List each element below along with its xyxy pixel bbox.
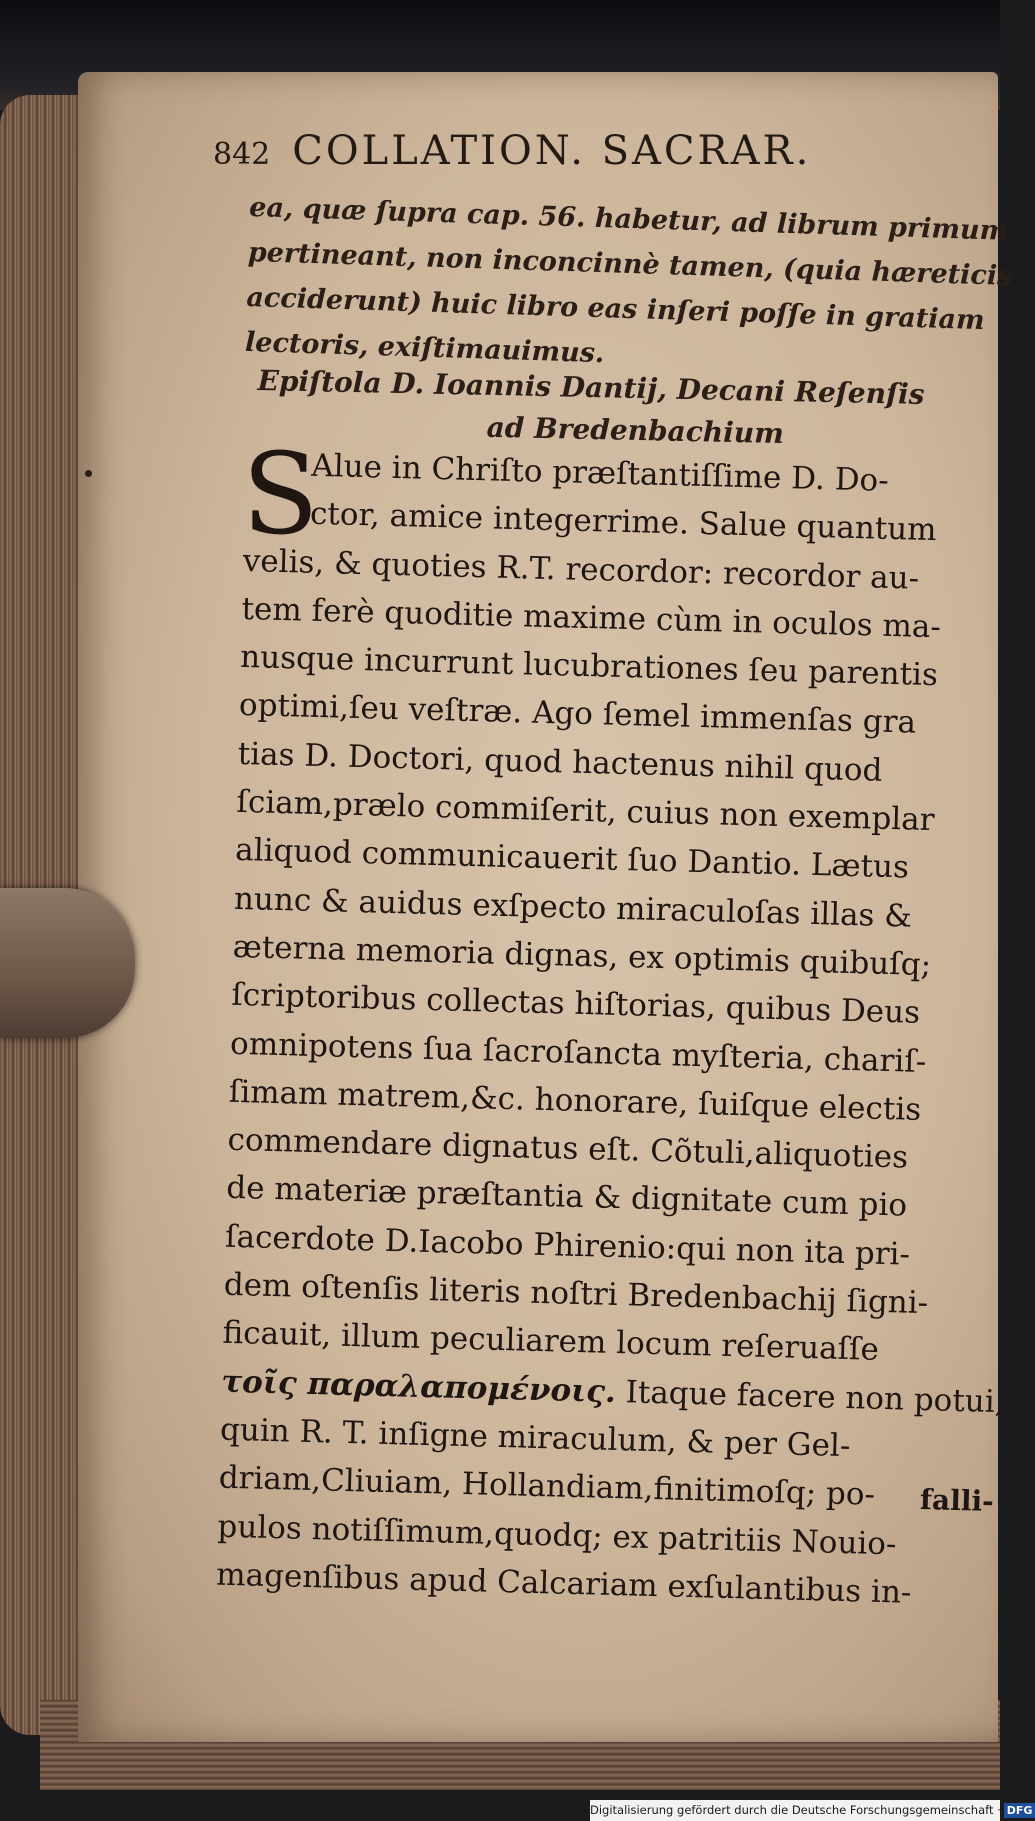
body-line: aliquod communicauerit ſuo Dantio. Lætus	[234, 832, 910, 886]
running-header	[213, 128, 983, 174]
body-line: ficauit, illum peculiarem locum reſeruaſſe	[222, 1315, 880, 1369]
body-line: ctor, amice integerrime. Salue quantum	[309, 496, 938, 549]
epistle-heading-line2: ad Bredenbachium	[486, 410, 785, 451]
footer-strip	[0, 1800, 590, 1821]
intro-line: lectoris, exiſtimauimus.	[244, 326, 605, 370]
margin-mark	[85, 470, 92, 477]
body-line: tias D. Doctori, quod hactenus nihil quod	[237, 735, 883, 789]
body-line: de materiæ præſtantia & dignitate cum pio	[225, 1170, 908, 1225]
body-line: nunc & auidus exſpecto miraculoſas illas &	[233, 880, 913, 935]
greek-phrase: τοῖς παραλαπομένοις.	[220, 1363, 617, 1410]
body-line: pulos notiſſimum,quodq; ex patritiis Nouio-	[217, 1508, 897, 1562]
book-clasp	[0, 888, 135, 1038]
body-line: commendare dignatus eſt. Cõtuli,aliquoties	[227, 1121, 909, 1176]
body-line: optimi,ſeu veſtræ. Ago ſemel immenſas gra	[238, 687, 917, 742]
body-line: magenſibus apud Calcariam exſulantibus in-	[215, 1556, 912, 1611]
body-line: quin R. T. inſigne miraculum, & per Gel-	[219, 1411, 851, 1465]
body-line: driam,Cliuiam, Hollandiam,finitimoſq; po-	[218, 1459, 876, 1514]
dfg-logo: DFG	[1004, 1803, 1035, 1818]
catchword: falli-	[919, 1483, 995, 1518]
drop-cap: S	[242, 430, 319, 560]
footer-text: Digitalisierung gefördert durch die Deutsche Forschungsgemeinschaft ·	[590, 1803, 1001, 1817]
body-line: nusque incurrunt lucubrationes ſeu parentis	[239, 639, 939, 694]
intro-paragraph	[244, 185, 1013, 388]
page-number: 842	[213, 137, 271, 172]
body-line: æterna memoria dignas, ex optimis quibuſq;	[232, 928, 932, 984]
body-line: ſacerdote D.Iacobo Phirenio:qui non ita pri-	[224, 1218, 911, 1273]
digitization-footer	[590, 1800, 1033, 1821]
body-line: tem ferè quoditie maxime cùm in oculos ma-	[241, 590, 942, 646]
intro-line: pertineant, non inconcinnè tamen, (quia hæreticis	[247, 236, 1013, 292]
body-line: dem oſtenſis literis noſtri Bredenbachij ſigni-	[223, 1266, 929, 1322]
body-line: ſcriptoribus collectas hiſtorias, quibus Deus	[230, 977, 921, 1032]
body-line: ſciam,prælo commiſerit, cuius non exemplar	[236, 783, 935, 839]
body-line: ſimam matrem,&c. honorare, ſuiſque electis	[228, 1073, 922, 1128]
body-line: velis, & quoties R.T. recordor: recordor au-	[242, 542, 920, 597]
intro-line: acciderunt) huic libro eas inſeri poſſe in gratiam	[245, 281, 986, 337]
intro-line: ea, quæ ſupra cap. 56. habetur, ad librum primum	[248, 191, 1009, 247]
greek-line-rest: Itaque facere non potui,	[615, 1373, 1006, 1420]
running-title: COLLATION. SACRAR.	[292, 128, 812, 174]
body-line: Alue in Chriſto præſtantiſſime D. Do-	[310, 447, 890, 499]
body-line: omnipotens ſua ſacroſancta myſteria, chariſ-	[229, 1025, 927, 1080]
epistle-heading-line1: Epiſtola D. Ioannis Dantij, Decani Reſenſis	[257, 363, 925, 411]
